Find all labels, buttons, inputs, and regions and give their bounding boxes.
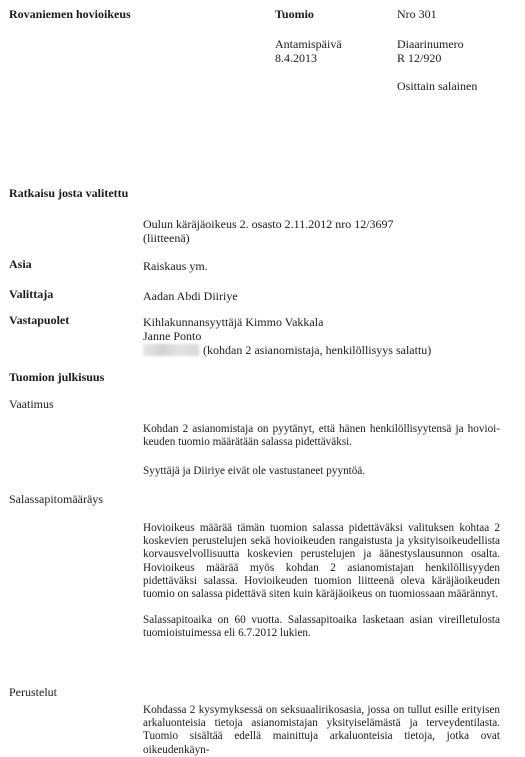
diary-value: R 12/920 <box>397 51 442 65</box>
claim-label: Vaatimus <box>9 397 54 411</box>
appealed-decision-line1: Oulun käräjäoikeus 2. osasto 2.11.2012 nro 12/3697 <box>143 217 394 231</box>
appealed-decision-label: Ratkaisu josta valitettu <box>9 186 129 200</box>
appellant-label: Valittaja <box>9 287 54 301</box>
respondent-redacted-row <box>143 343 431 357</box>
confidentiality-status: Osittain salainen <box>397 79 478 93</box>
publicity-heading: Tuomion julkisuus <box>9 370 105 384</box>
matter-value: Raiskaus ym. <box>143 259 208 273</box>
claim-paragraph-2: Syyttäjä ja Diiriye eivät ole vastustaneet pyyntöä. <box>143 465 366 477</box>
secrecy-label: Salassapitomääräys <box>9 492 103 506</box>
reasons-label: Perustelut <box>9 685 57 699</box>
respondent-redacted-note: (kohdan 2 asianomistaja, henkilöllisyys salattu) <box>203 343 432 357</box>
redacted-name-blur <box>143 344 199 356</box>
date-value: 8.4.2013 <box>275 51 317 65</box>
appealed-decision-line2: (liitteenä) <box>143 231 190 245</box>
secrecy-paragraph-1: Hovioikeus määrää tämän tuomion salassa pidettäväksi valituksen kohtaa 2 koskevien perustelujen sekä hovioikeuden rangaistusta ja yksityisoikeudellista korvausvelvollisuutta koskevien perustelujen ja äänestyslausunnon osalta. Hovioikeus määrää myös kohdan 2 asianomistajan henkilöllisyyden pidettäväksi salassa. Hovioikeuden tuomion liitteenä oleva käräjäoikeuden tuomio on salassa pidettävä siten kuin käräjäoikeus on tuomiossaan määrännyt. <box>143 522 500 601</box>
court-name: Rovaniemen hovioikeus <box>9 7 131 21</box>
respondent-prosecutor: Kihlakunnansyyttäjä Kimmo Vakkala <box>143 315 324 329</box>
date-label: Antamispäivä <box>275 37 342 51</box>
document-number: Nro 301 <box>397 7 437 21</box>
claim-paragraph-1: Kohdan 2 asianomistaja on pyytänyt, että hänen henkilöllisyytensä ja hovioi-keuden tuomio määrätään salassa pidettäväksi. <box>143 423 500 449</box>
reasons-paragraph-1: Kohdassa 2 kysymyksessä on seksuaalirikosasia, jossa on tullut esille erityisen arkaluonteisia tietoja asianomistajan yksityiselämästä ja terveydentilasta. Tuomio sisältää edellä mainittuja arkaluonteisia tietoja, jotka ovat oikeudenkäyn- <box>143 704 500 756</box>
document-type: Tuomio <box>275 7 314 21</box>
respondent-2: Janne Ponto <box>143 329 202 343</box>
respondents-label: Vastapuolet <box>9 313 70 327</box>
matter-label: Asia <box>9 257 32 271</box>
secrecy-paragraph-2: Salassapitoaika on 60 vuotta. Salassapitoaika lasketaan asian vireilletulosta tuomioistuimessa eli 6.7.2012 lukien. <box>143 614 500 640</box>
diary-label: Diaarinumero <box>397 37 464 51</box>
appellant-value: Aadan Abdi Diiriye <box>143 289 238 303</box>
